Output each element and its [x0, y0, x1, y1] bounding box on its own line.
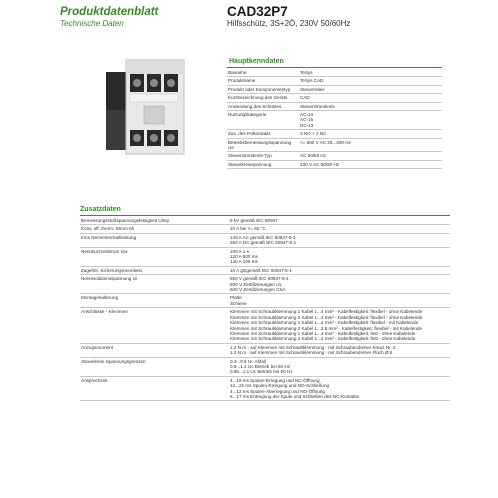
spec-value-line: 230 V AC 50/60 Hz	[300, 161, 340, 167]
spec-value	[229, 225, 450, 233]
spec-value-line: Klemmen mit Schraubklemmung 1 Kabel 1...4 mm² - Kabelfestigkeit: fest - ohne Kabelende	[230, 330, 416, 336]
spec-label-line: Betriebsbemessungsspannung	[228, 139, 292, 145]
zusatzdaten-rows	[80, 217, 450, 401]
spec-label-line: Baureihe	[228, 70, 247, 75]
spec-value	[299, 85, 442, 93]
spec-label	[80, 247, 229, 266]
spec-row	[227, 152, 442, 160]
header-right	[227, 4, 350, 29]
spec-label	[80, 376, 229, 401]
spec-value-line: Klemmen mit Schraubklemmung 2 Kabel 1...4 mm² - Kabelfestigkeit: fest - ohne Kabelende	[230, 336, 416, 342]
spec-row	[227, 138, 442, 152]
spec-value-line: CAD	[300, 95, 310, 101]
spec-value	[299, 69, 442, 77]
spec-value-line: 12...22 ms Spulen-Erregung und NO-Schließung	[230, 383, 330, 389]
spec-label-line: Steuerstromkreis-Typ	[228, 153, 272, 159]
spec-label-line: Steuerkreisspannung	[228, 161, 272, 167]
product-image	[92, 52, 192, 162]
spec-value	[229, 343, 450, 357]
spec-label-line: Nennisolationsspannung Ui	[81, 276, 137, 282]
spec-label-line: Ue	[228, 145, 234, 151]
spec-value-line: Steuerrelais	[300, 86, 325, 92]
spec-value	[229, 294, 450, 308]
spec-label-line: Ansprechzeit	[81, 377, 108, 383]
spec-label	[227, 130, 299, 138]
spec-label-line: Nennkurzzeitstrom Icw	[81, 248, 128, 254]
spec-label-line: Anzugsmoment	[81, 344, 113, 350]
spec-value-line: 10 A gGgemäß IEC 60947-5-1	[230, 267, 292, 273]
spec-value	[299, 102, 442, 110]
spec-label-line: Konv. off. therm. Strom Ith	[81, 226, 135, 232]
spec-row	[227, 85, 442, 93]
spec-label-line: Bemessungsstoßspannungsfestigkeit Uimp	[81, 218, 170, 223]
spec-label	[80, 266, 229, 274]
spec-label-line: Anwendung des Schützes	[228, 103, 282, 109]
spec-label-line: Produkt oder Komponententyp	[228, 86, 291, 92]
spec-row	[227, 102, 442, 110]
spec-row	[80, 275, 450, 294]
spec-value-line: 140 A AC gemäß IEC 60947-5-1	[230, 234, 296, 240]
spec-value	[229, 275, 450, 294]
spec-label-line: Zugehör. Sicherungsnennleist.	[81, 267, 144, 273]
section-divider	[80, 215, 450, 216]
spec-value	[299, 77, 442, 85]
spec-value-line: AC 50/60 Hz	[300, 153, 327, 159]
spec-value	[229, 376, 450, 401]
spec-label	[227, 69, 299, 77]
spec-label-line: Nutzungskategorie	[228, 112, 267, 118]
spec-row	[227, 130, 442, 138]
spec-label	[227, 94, 299, 102]
spec-label-line: Irms Nenneinschaltleistung	[81, 234, 137, 240]
spec-row	[80, 343, 450, 357]
spec-value	[299, 111, 442, 130]
spec-row	[80, 225, 450, 233]
spec-row	[227, 111, 442, 130]
spec-value-line: 0.3...0.6 Uc Abfall	[230, 358, 267, 364]
spec-value	[229, 247, 450, 266]
spec-label	[80, 308, 229, 343]
zusatzdaten-table	[80, 217, 450, 401]
spec-value-line: Schiene	[230, 300, 247, 306]
spec-label-line: Zus. des Polkontakts	[228, 131, 271, 137]
spec-row	[227, 69, 442, 77]
header-left	[60, 6, 158, 29]
spec-label	[80, 294, 229, 308]
spec-label	[227, 152, 299, 160]
spec-label	[80, 357, 229, 376]
spec-value-line: AC-14	[300, 112, 314, 118]
spec-value-line: 4...19 ms Spulen-Erregung und NC-Öffnung	[230, 377, 320, 383]
spec-row	[80, 266, 450, 274]
spec-label	[227, 85, 299, 93]
spec-label-line: Steuerkreis-Spannungsgrenzen	[81, 358, 146, 364]
spec-label	[227, 160, 299, 168]
spec-value	[299, 130, 442, 138]
spec-value	[299, 138, 442, 152]
section-divider	[227, 67, 442, 68]
spec-row	[80, 294, 450, 308]
spec-value	[299, 94, 442, 102]
spec-row	[227, 94, 442, 102]
spec-row	[80, 308, 450, 343]
spec-label	[80, 217, 229, 225]
spec-value	[229, 266, 450, 274]
document-subtitle: Technische Daten	[60, 19, 124, 28]
spec-value-line: Klemmen mit Schraubklemmung 1 Kabel 1...4 mm² - Kabelfestigkeit: flexibel - mit Kabelende	[230, 320, 419, 326]
spec-value-line: Klemmen mit Schraubklemmung 1 Kabel 1...4 mm² - Kabelfestigkeit: flexibel - ohne Kabelende	[230, 309, 423, 315]
spec-value-line: 0.85...1.1 Uc Betrieb bei 60 Hz	[230, 369, 293, 375]
spec-value-line: DC-13	[300, 122, 314, 128]
spec-value-line: 0.8...1.1 Uc Betrieb bei 50 Hz	[230, 363, 291, 369]
section-title-hauptkenndaten: Hauptkenndaten	[229, 58, 284, 65]
spec-value-line: 6...17 ms Entregung der Spule und Schließen des NC-Kontakts	[230, 393, 359, 399]
spec-value-line: TeSys	[300, 70, 313, 75]
spec-value-line: 6 kV gemäß IEC 60947	[230, 218, 278, 223]
spec-value	[299, 160, 442, 168]
spec-label-line: Produktname	[228, 78, 256, 84]
spec-value-line: 250 A DC gemäß IEC 60947-5-1	[230, 240, 297, 246]
spec-value-line: AC-15	[300, 117, 314, 123]
product-code: CAD32P7	[227, 4, 288, 19]
spec-label	[80, 233, 229, 247]
spec-row	[80, 233, 450, 247]
spec-value-line: <= 690 V AC 25...400 Hz	[300, 139, 351, 145]
document-title: Produktdatenblatt	[60, 6, 159, 18]
spec-value-line: 4...12 ms Spulen-Aberregung und NO-Öffnung	[230, 388, 325, 394]
spec-row	[80, 217, 450, 225]
product-description: Hilfsschütz, 3S+2Ö, 230V 50/60Hz	[227, 19, 351, 28]
hauptkenndaten-table	[227, 69, 442, 169]
spec-row	[80, 247, 450, 266]
spec-value-line: 600 V Zertifizierungen CSA	[230, 287, 286, 293]
spec-row	[227, 160, 442, 168]
spec-value-line: 10 A bei <= 60 °C	[230, 226, 266, 232]
spec-value-line: Klemmen mit Schraubklemmung 2 Kabel 1...4 mm² - Kabelfestigkeit: flexibel - ohne Kabelende	[230, 314, 423, 320]
spec-label	[80, 343, 229, 357]
spec-label-line: Kurzbezeichnung des Geräts	[228, 95, 288, 101]
spec-label-line: Montagehalterung	[81, 295, 119, 301]
spec-value	[229, 217, 450, 225]
spec-row	[80, 357, 450, 376]
spec-row	[227, 77, 442, 85]
spec-label	[227, 102, 299, 110]
spec-value	[229, 308, 450, 343]
spec-value-line: 1.2 N.m - auf Klemmen mit Schraubklemmung - mit Schraubendreher Kreuz Nr. 2	[230, 344, 396, 350]
section-title-zusatzdaten: Zusatzdaten	[80, 206, 121, 213]
spec-value	[229, 357, 450, 376]
spec-value	[299, 152, 442, 160]
spec-label-line: Anschlüsse - Klemmen	[81, 309, 128, 315]
spec-value-line: 140 A 100 ms	[230, 259, 258, 265]
spec-value-line: 100 A 1 s	[230, 248, 249, 254]
spec-label	[227, 138, 299, 152]
spec-label	[227, 77, 299, 85]
spec-label	[80, 275, 229, 294]
spec-value-line: Klemmen mit Schraubklemmung 2 Kabel 1...2.5 mm² - Kabelfestigkeit: flexibel - mit Kabelende	[230, 325, 423, 331]
spec-value-line: 1.2 N.m - auf Klemmen mit Schraubklemmung - mit Schraubendreher Flach Ø 6	[230, 350, 393, 356]
spec-value-line: 600 V Zertifizierungen UL	[230, 281, 283, 287]
spec-value-line: 690 V gemäß IEC 60947-5-1	[230, 276, 289, 282]
hauptkenndaten-rows	[227, 69, 442, 169]
spec-value-line: 120 A 500 ms	[230, 254, 258, 260]
spec-value-line: 3 NO + 2 NC	[300, 131, 327, 137]
spec-value-line: Platte	[230, 295, 242, 301]
spec-row	[80, 376, 450, 401]
spec-label	[80, 225, 229, 233]
spec-label	[227, 111, 299, 130]
spec-value-line: TeSys CAD	[300, 78, 324, 84]
spec-value-line: Steuerstromkreis	[300, 103, 335, 109]
spec-value	[229, 233, 450, 247]
